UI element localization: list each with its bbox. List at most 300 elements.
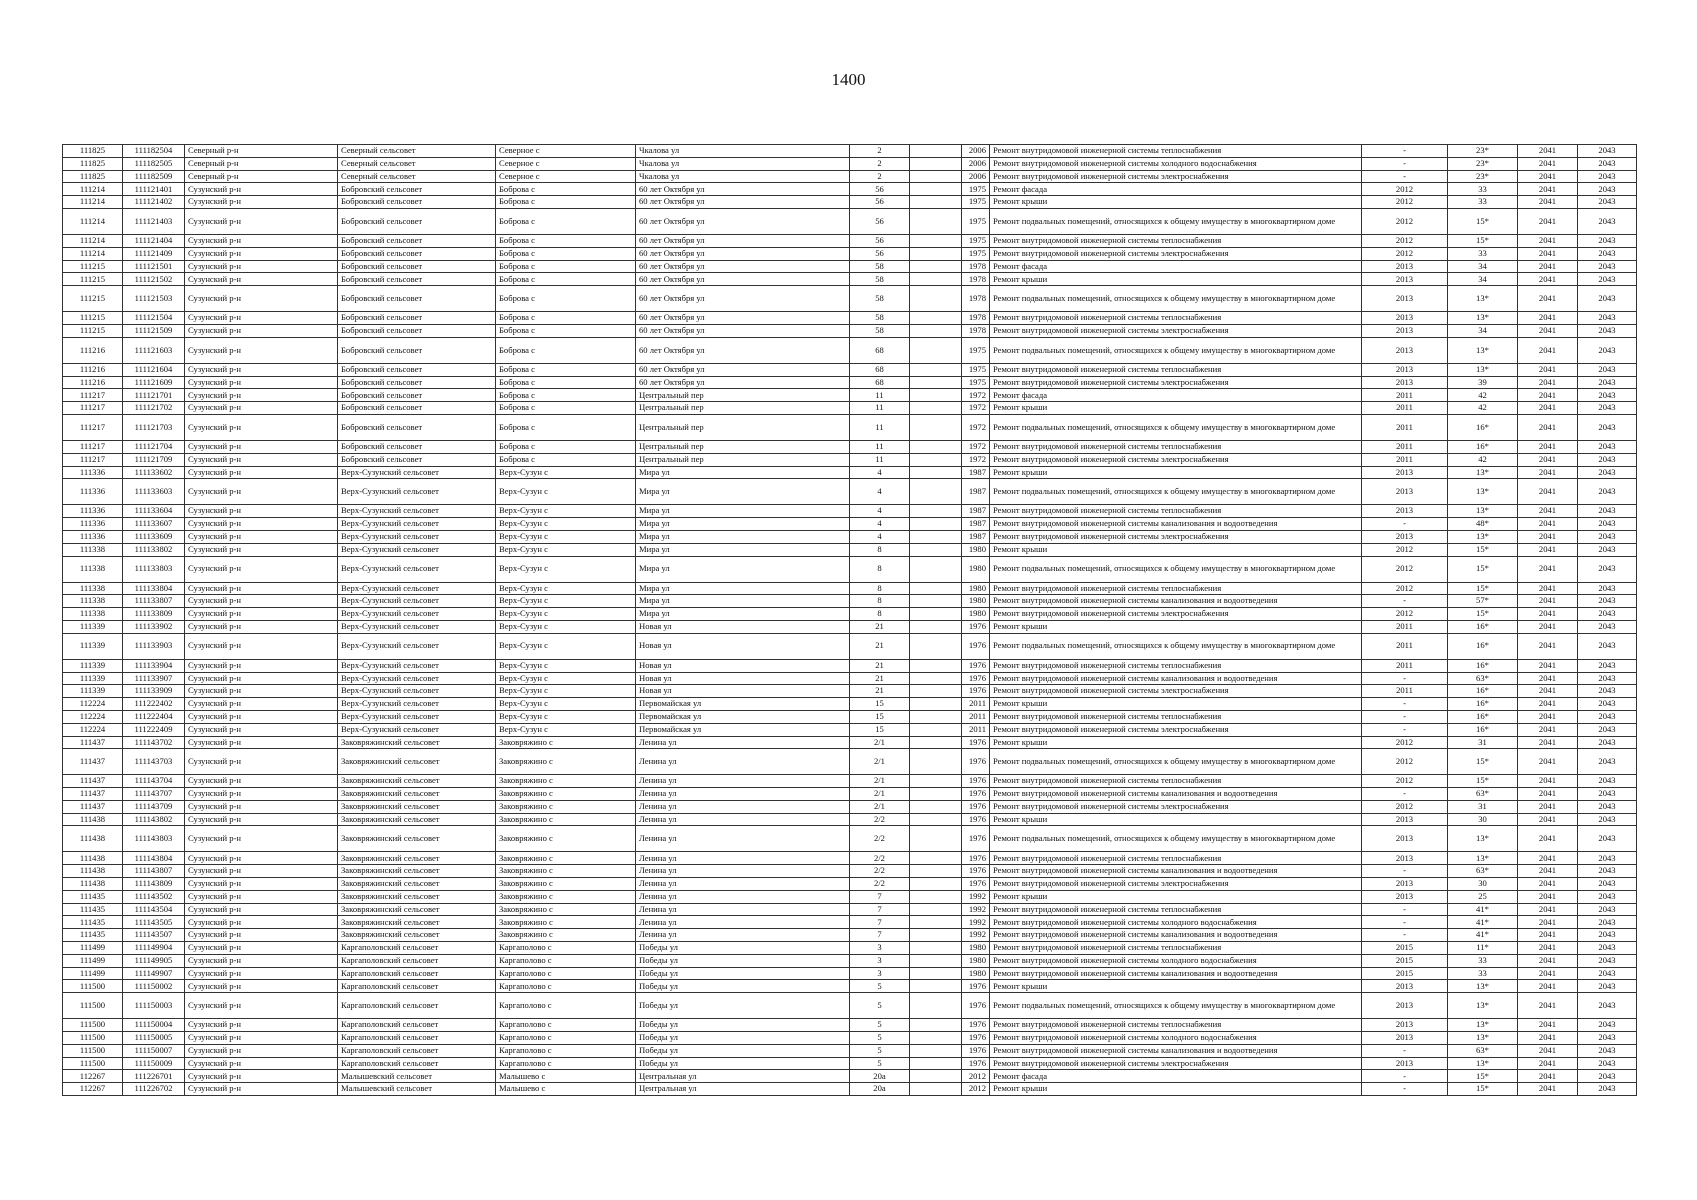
settlement-council-cell: Верх-Сузунский сельсовет [338,582,496,595]
work-type-cell: Ремонт крыши [990,698,1362,711]
street-cell: 60 лет Октября ул [636,337,850,363]
house-number-cell: 2 [850,170,910,183]
house-number-cell: 8 [850,556,910,582]
building-cell [910,1057,962,1070]
work-id-cell: 111121701 [123,389,185,402]
start-year-cell: 2041 [1518,1070,1578,1083]
end-year-cell: 2043 [1578,852,1637,865]
wear-percent-cell: 31 [1448,800,1518,813]
building-cell [910,479,962,505]
locality-cell: Боброва с [496,453,636,466]
street-cell: Центральная ул [636,1083,850,1096]
end-year-cell: 2043 [1578,453,1637,466]
district-cell: Сузунский р-н [185,247,338,260]
work-type-cell: Ремонт внутридомовой инженерной системы теплоснабжения [990,505,1362,518]
work-id-cell: 111121609 [123,376,185,389]
house-id-cell: 111216 [63,337,123,363]
district-cell: Сузунский р-н [185,234,338,247]
street-cell: Ленина ул [636,865,850,878]
work-id-cell: 111182504 [123,145,185,158]
table-row [63,145,1637,158]
end-year-cell: 2043 [1578,788,1637,801]
house-number-cell: 8 [850,608,910,621]
end-year-cell: 2043 [1578,865,1637,878]
street-cell: Ленина ул [636,878,850,891]
end-year-cell: 2043 [1578,826,1637,852]
build-year-cell: 1992 [962,903,990,916]
last-repair-year-cell: - [1362,788,1448,801]
work-id-cell: 111121404 [123,234,185,247]
build-year-cell: 1976 [962,980,990,993]
building-cell [910,208,962,234]
settlement-council-cell: Каргаполовский сельсовет [338,1032,496,1045]
start-year-cell: 2041 [1518,865,1578,878]
wear-percent-cell: 33 [1448,954,1518,967]
house-id-cell: 111336 [63,466,123,479]
district-cell: Сузунский р-н [185,505,338,518]
building-cell [910,710,962,723]
house-number-cell: 2/1 [850,800,910,813]
build-year-cell: 1987 [962,479,990,505]
locality-cell: Заковряжино с [496,916,636,929]
wear-percent-cell: 11* [1448,942,1518,955]
district-cell: Сузунский р-н [185,788,338,801]
locality-cell: Боброва с [496,402,636,415]
house-number-cell: 56 [850,208,910,234]
house-number-cell: 2 [850,157,910,170]
locality-cell: Боброва с [496,376,636,389]
build-year-cell: 1980 [962,543,990,556]
district-cell: Сузунский р-н [185,466,338,479]
building-cell [910,170,962,183]
last-repair-year-cell: 2012 [1362,247,1448,260]
work-id-cell: 111121403 [123,208,185,234]
work-id-cell: 111133609 [123,530,185,543]
settlement-council-cell: Верх-Сузунский сельсовет [338,466,496,479]
district-cell: Сузунский р-н [185,389,338,402]
wear-percent-cell: 15* [1448,543,1518,556]
work-type-cell: Ремонт подвальных помещений, относящихся к общему имуществу в многоквартирном доме [990,993,1362,1019]
work-type-cell: Ремонт крыши [990,620,1362,633]
work-type-cell: Ремонт внутридомовой инженерной системы теплоснабжения [990,942,1362,955]
wear-percent-cell: 16* [1448,440,1518,453]
table-row [63,710,1637,723]
table-row [63,518,1637,531]
locality-cell: Боброва с [496,260,636,273]
start-year-cell: 2041 [1518,852,1578,865]
work-type-cell: Ремонт внутридомовой инженерной системы канализования и водоотведения [990,672,1362,685]
end-year-cell: 2043 [1578,466,1637,479]
build-year-cell: 1987 [962,466,990,479]
house-id-cell: 111825 [63,170,123,183]
house-id-cell: 111217 [63,389,123,402]
house-number-cell: 2/1 [850,775,910,788]
build-year-cell: 2006 [962,170,990,183]
district-cell: Сузунский р-н [185,196,338,209]
wear-percent-cell: 13* [1448,505,1518,518]
district-cell: Сузунский р-н [185,402,338,415]
start-year-cell: 2041 [1518,402,1578,415]
settlement-council-cell: Верх-Сузунский сельсовет [338,479,496,505]
building-cell [910,813,962,826]
table-row [63,453,1637,466]
work-type-cell: Ремонт подвальных помещений, относящихся к общему имуществу в многоквартирном доме [990,414,1362,440]
district-cell: Сузунский р-н [185,208,338,234]
build-year-cell: 1972 [962,414,990,440]
build-year-cell: 1976 [962,633,990,659]
work-type-cell: Ремонт крыши [990,466,1362,479]
work-type-cell: Ремонт внутридомовой инженерной системы теплоснабжения [990,234,1362,247]
work-id-cell: 111121603 [123,337,185,363]
house-number-cell: 56 [850,234,910,247]
end-year-cell: 2043 [1578,505,1637,518]
build-year-cell: 1976 [962,1057,990,1070]
house-number-cell: 58 [850,260,910,273]
locality-cell: Малышево с [496,1070,636,1083]
locality-cell: Каргаполово с [496,954,636,967]
house-number-cell: 2/1 [850,749,910,775]
work-id-cell: 111133602 [123,466,185,479]
street-cell: Ленина ул [636,903,850,916]
table-row [63,170,1637,183]
street-cell: Победы ул [636,1044,850,1057]
end-year-cell: 2043 [1578,916,1637,929]
district-cell: Северный р-н [185,145,338,158]
end-year-cell: 2043 [1578,659,1637,672]
table-row [63,543,1637,556]
building-cell [910,530,962,543]
work-id-cell: 111226701 [123,1070,185,1083]
house-number-cell: 2/2 [850,865,910,878]
last-repair-year-cell: 2012 [1362,556,1448,582]
end-year-cell: 2043 [1578,813,1637,826]
settlement-council-cell: Каргаполовский сельсовет [338,954,496,967]
work-id-cell: 111143809 [123,878,185,891]
end-year-cell: 2043 [1578,145,1637,158]
street-cell: Победы ул [636,954,850,967]
work-id-cell: 111133809 [123,608,185,621]
build-year-cell: 2011 [962,710,990,723]
house-id-cell: 111499 [63,942,123,955]
locality-cell: Верх-Сузун с [496,633,636,659]
work-type-cell: Ремонт подвальных помещений, относящихся к общему имуществу в многоквартирном доме [990,826,1362,852]
settlement-council-cell: Верх-Сузунский сельсовет [338,620,496,633]
wear-percent-cell: 13* [1448,852,1518,865]
last-repair-year-cell: 2013 [1362,363,1448,376]
wear-percent-cell: 16* [1448,620,1518,633]
locality-cell: Заковряжино с [496,813,636,826]
settlement-council-cell: Бобровский сельсовет [338,324,496,337]
work-id-cell: 111121409 [123,247,185,260]
street-cell: Мира ул [636,595,850,608]
work-type-cell: Ремонт внутридомовой инженерной системы электроснабжения [990,376,1362,389]
end-year-cell: 2043 [1578,672,1637,685]
build-year-cell: 2006 [962,145,990,158]
work-id-cell: 111182505 [123,157,185,170]
last-repair-year-cell: 2011 [1362,414,1448,440]
house-id-cell: 112267 [63,1083,123,1096]
house-number-cell: 4 [850,530,910,543]
district-cell: Сузунский р-н [185,826,338,852]
street-cell: Ленина ул [636,813,850,826]
work-type-cell: Ремонт внутридомовой инженерной системы электроснабжения [990,685,1362,698]
work-type-cell: Ремонт подвальных помещений, относящихся к общему имуществу в многоквартирном доме [990,337,1362,363]
last-repair-year-cell: 2013 [1362,479,1448,505]
start-year-cell: 2041 [1518,312,1578,325]
street-cell: Новая ул [636,685,850,698]
house-id-cell: 111338 [63,543,123,556]
district-cell: Сузунский р-н [185,993,338,1019]
house-number-cell: 21 [850,659,910,672]
wear-percent-cell: 48* [1448,518,1518,531]
wear-percent-cell: 13* [1448,980,1518,993]
house-number-cell: 21 [850,685,910,698]
build-year-cell: 1976 [962,826,990,852]
end-year-cell: 2043 [1578,582,1637,595]
locality-cell: Верх-Сузун с [496,698,636,711]
work-type-cell: Ремонт внутридомовой инженерной системы канализования и водоотведения [990,788,1362,801]
build-year-cell: 1992 [962,890,990,903]
house-id-cell: 111336 [63,518,123,531]
table-row [63,402,1637,415]
table-row [63,967,1637,980]
district-cell: Северный р-н [185,170,338,183]
work-type-cell: Ремонт подвальных помещений, относящихся к общему имуществу в многоквартирном доме [990,208,1362,234]
house-number-cell: 8 [850,543,910,556]
building-cell [910,800,962,813]
wear-percent-cell: 16* [1448,710,1518,723]
house-id-cell: 111336 [63,479,123,505]
end-year-cell: 2043 [1578,993,1637,1019]
street-cell: Ленина ул [636,890,850,903]
district-cell: Сузунский р-н [185,890,338,903]
house-id-cell: 111435 [63,890,123,903]
start-year-cell: 2041 [1518,672,1578,685]
settlement-council-cell: Верх-Сузунский сельсовет [338,698,496,711]
settlement-council-cell: Бобровский сельсовет [338,260,496,273]
start-year-cell: 2041 [1518,723,1578,736]
house-number-cell: 21 [850,620,910,633]
house-id-cell: 111339 [63,672,123,685]
wear-percent-cell: 42 [1448,389,1518,402]
building-cell [910,273,962,286]
work-type-cell: Ремонт крыши [990,813,1362,826]
street-cell: Ленина ул [636,788,850,801]
build-year-cell: 1975 [962,183,990,196]
table-row [63,247,1637,260]
district-cell: Северный р-н [185,157,338,170]
work-id-cell: 111133909 [123,685,185,698]
locality-cell: Боброва с [496,196,636,209]
table-row [63,813,1637,826]
end-year-cell: 2043 [1578,260,1637,273]
building-cell [910,595,962,608]
build-year-cell: 1972 [962,402,990,415]
start-year-cell: 2041 [1518,903,1578,916]
end-year-cell: 2043 [1578,608,1637,621]
start-year-cell: 2041 [1518,620,1578,633]
wear-percent-cell: 33 [1448,247,1518,260]
house-number-cell: 11 [850,440,910,453]
start-year-cell: 2041 [1518,286,1578,312]
settlement-council-cell: Верх-Сузунский сельсовет [338,723,496,736]
work-type-cell: Ремонт внутридомовой инженерной системы холодного водоснабжения [990,916,1362,929]
work-type-cell: Ремонт внутридомовой инженерной системы канализования и водоотведения [990,518,1362,531]
settlement-council-cell: Верх-Сузунский сельсовет [338,659,496,672]
house-number-cell: 2/2 [850,826,910,852]
street-cell: 60 лет Октября ул [636,286,850,312]
work-id-cell: 111121502 [123,273,185,286]
district-cell: Сузунский р-н [185,479,338,505]
work-type-cell: Ремонт внутридомовой инженерной системы теплоснабжения [990,775,1362,788]
work-id-cell: 111149904 [123,942,185,955]
work-id-cell: 111150002 [123,980,185,993]
work-type-cell: Ремонт внутридомовой инженерной системы холодного водоснабжения [990,1032,1362,1045]
end-year-cell: 2043 [1578,595,1637,608]
end-year-cell: 2043 [1578,685,1637,698]
work-id-cell: 111143704 [123,775,185,788]
work-type-cell: Ремонт внутридомовой инженерной системы электроснабжения [990,530,1362,543]
settlement-council-cell: Малышевский сельсовет [338,1070,496,1083]
table-row [63,389,1637,402]
house-number-cell: 2/2 [850,852,910,865]
last-repair-year-cell: 2013 [1362,337,1448,363]
work-type-cell: Ремонт внутридомовой инженерной системы холодного водоснабжения [990,954,1362,967]
wear-percent-cell: 13* [1448,337,1518,363]
table-row [63,440,1637,453]
house-number-cell: 4 [850,479,910,505]
building-cell [910,1032,962,1045]
street-cell: Новая ул [636,633,850,659]
district-cell: Сузунский р-н [185,1070,338,1083]
table-row [63,273,1637,286]
wear-percent-cell: 13* [1448,826,1518,852]
street-cell: Центральный пер [636,414,850,440]
build-year-cell: 1976 [962,1032,990,1045]
locality-cell: Верх-Сузун с [496,685,636,698]
work-id-cell: 111222404 [123,710,185,723]
end-year-cell: 2043 [1578,723,1637,736]
table-row [63,826,1637,852]
build-year-cell: 1975 [962,196,990,209]
settlement-council-cell: Бобровский сельсовет [338,376,496,389]
table-row [63,556,1637,582]
table-row [63,1019,1637,1032]
house-number-cell: 56 [850,247,910,260]
locality-cell: Заковряжино с [496,878,636,891]
build-year-cell: 1975 [962,337,990,363]
table-row [63,788,1637,801]
table-row [63,800,1637,813]
settlement-council-cell: Бобровский сельсовет [338,453,496,466]
wear-percent-cell: 16* [1448,633,1518,659]
locality-cell: Каргаполово с [496,1044,636,1057]
work-id-cell: 111133903 [123,633,185,659]
start-year-cell: 2041 [1518,595,1578,608]
start-year-cell: 2041 [1518,967,1578,980]
street-cell: Ленина ул [636,736,850,749]
work-type-cell: Ремонт внутридомовой инженерной системы канализования и водоотведения [990,595,1362,608]
build-year-cell: 1972 [962,440,990,453]
last-repair-year-cell: - [1362,1044,1448,1057]
work-id-cell: 111143507 [123,929,185,942]
building-cell [910,556,962,582]
settlement-council-cell: Малышевский сельсовет [338,1083,496,1096]
settlement-council-cell: Северный сельсовет [338,157,496,170]
build-year-cell: 1987 [962,505,990,518]
district-cell: Сузунский р-н [185,710,338,723]
locality-cell: Заковряжино с [496,800,636,813]
district-cell: Сузунский р-н [185,518,338,531]
start-year-cell: 2041 [1518,234,1578,247]
end-year-cell: 2043 [1578,440,1637,453]
house-id-cell: 111215 [63,273,123,286]
work-id-cell: 111222402 [123,698,185,711]
table-row [63,595,1637,608]
wear-percent-cell: 34 [1448,324,1518,337]
settlement-council-cell: Каргаполовский сельсовет [338,993,496,1019]
house-number-cell: 5 [850,1057,910,1070]
wear-percent-cell: 13* [1448,1057,1518,1070]
house-id-cell: 111500 [63,980,123,993]
build-year-cell: 1972 [962,389,990,402]
district-cell: Сузунский р-н [185,723,338,736]
building-cell [910,749,962,775]
work-type-cell: Ремонт крыши [990,736,1362,749]
wear-percent-cell: 15* [1448,556,1518,582]
locality-cell: Заковряжино с [496,788,636,801]
settlement-council-cell: Заковряжинский сельсовет [338,800,496,813]
build-year-cell: 2011 [962,698,990,711]
locality-cell: Верх-Сузун с [496,710,636,723]
start-year-cell: 2041 [1518,363,1578,376]
last-repair-year-cell: - [1362,710,1448,723]
end-year-cell: 2043 [1578,633,1637,659]
table-row [63,1083,1637,1096]
house-number-cell: 11 [850,389,910,402]
house-id-cell: 111215 [63,260,123,273]
work-type-cell: Ремонт крыши [990,273,1362,286]
settlement-council-cell: Верх-Сузунский сельсовет [338,672,496,685]
table-row [63,505,1637,518]
settlement-council-cell: Верх-Сузунский сельсовет [338,530,496,543]
end-year-cell: 2043 [1578,414,1637,440]
last-repair-year-cell: 2013 [1362,324,1448,337]
district-cell: Сузунский р-н [185,916,338,929]
house-number-cell: 3 [850,954,910,967]
work-id-cell: 111143709 [123,800,185,813]
house-id-cell: 111438 [63,878,123,891]
street-cell: Мира ул [636,556,850,582]
street-cell: Победы ул [636,967,850,980]
work-id-cell: 111121503 [123,286,185,312]
table-row [63,954,1637,967]
district-cell: Сузунский р-н [185,440,338,453]
start-year-cell: 2041 [1518,736,1578,749]
table-row [63,363,1637,376]
end-year-cell: 2043 [1578,929,1637,942]
house-number-cell: 56 [850,196,910,209]
settlement-council-cell: Бобровский сельсовет [338,273,496,286]
table-row [63,196,1637,209]
last-repair-year-cell: 2012 [1362,208,1448,234]
district-cell: Сузунский р-н [185,800,338,813]
start-year-cell: 2041 [1518,608,1578,621]
work-type-cell: Ремонт внутридомовой инженерной системы электроснабжения [990,247,1362,260]
wear-percent-cell: 25 [1448,890,1518,903]
end-year-cell: 2043 [1578,389,1637,402]
work-type-cell: Ремонт фасада [990,183,1362,196]
